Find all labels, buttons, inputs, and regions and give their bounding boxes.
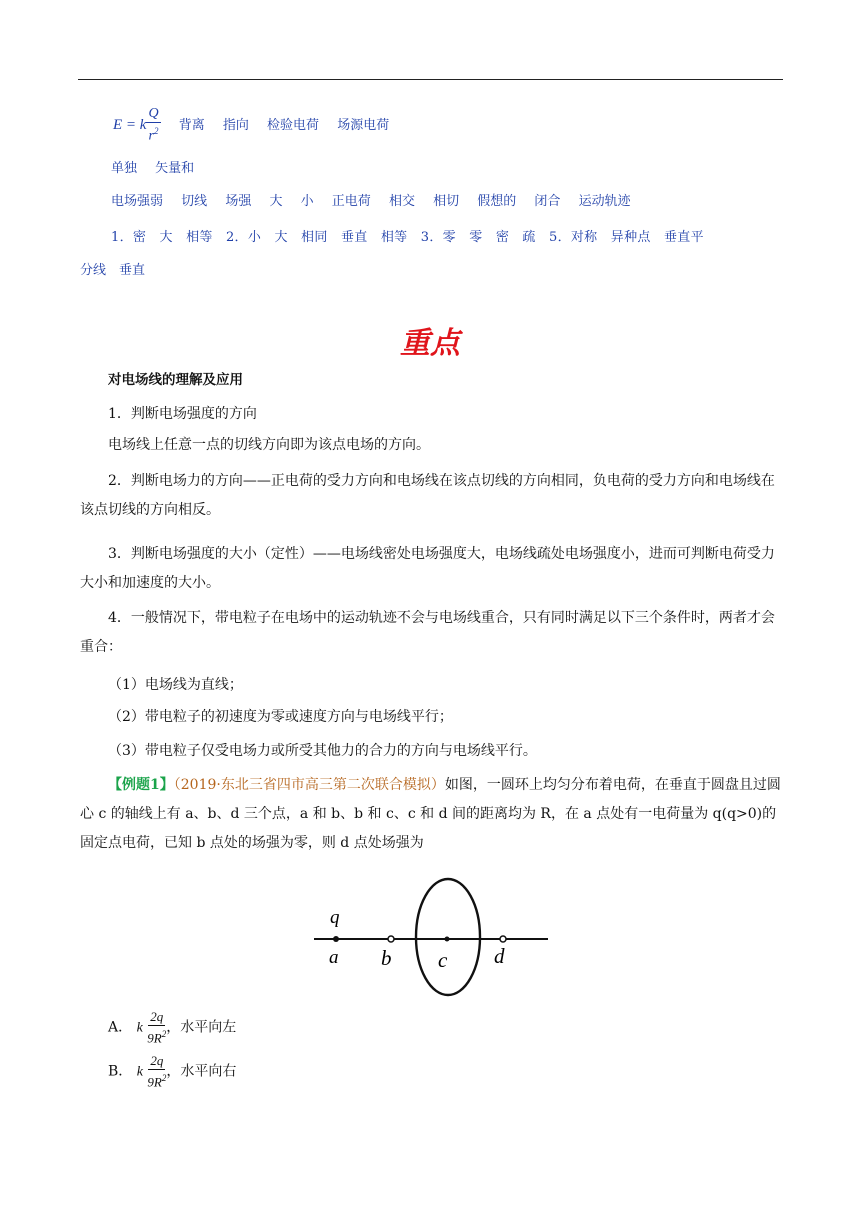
answer-line-2 (111, 157, 194, 176)
option-text: ，水平向右 (166, 1063, 237, 1080)
example-text: 如图，一圆环上均匀分布着电荷，在垂直于圆盘且过圆心 c 的轴线上有 a、b、d 三个点，a 和 b、b 和 c、c 和 d 间的距离均为 R，在 a 点处有一电荷量为 q(q>0)的固定点电荷，已知 b 点处的场强为零，则 d 点处场强为 (80, 777, 781, 851)
answer-item: 切线 (181, 194, 208, 209)
formula-exponent: 2 (153, 126, 159, 136)
paragraph: （3）带电粒子仅受电场力或所受其他力的合力的方向与电场线平行。 (108, 743, 537, 759)
option-letter: A． (108, 1019, 133, 1036)
ring-charge-figure (310, 873, 550, 1001)
formula-lhs: E = k (113, 116, 147, 133)
option-a[interactable] (108, 1009, 236, 1046)
example-tag: 【例题1】 (108, 777, 174, 793)
answer-item: 矢量和 (155, 161, 195, 176)
point-d-dot (500, 936, 506, 942)
answer-item: 假想的 (477, 194, 517, 209)
formula-fraction (146, 106, 160, 145)
answer-item: 场源电荷 (337, 117, 390, 133)
option-numerator: 2q (150, 1053, 164, 1068)
option-denominator: 9R (147, 1074, 162, 1090)
label-c: c (438, 948, 448, 972)
answer-line-1 (113, 106, 389, 145)
point-b-dot (388, 936, 394, 942)
paragraph: 4．一般情况下，带电粒子在电场中的运动轨迹不会与电场线重合，只有同时满足以下三个条件时，两者才会重合： (80, 610, 775, 655)
label-b: b (381, 946, 392, 970)
answer-item: 单独 (111, 161, 138, 176)
example-block (80, 771, 782, 858)
answer-item: 场强 (225, 194, 252, 209)
option-exponent: 2 (161, 1073, 167, 1083)
option-coefficient: k (136, 1064, 143, 1080)
answer-line-5: 分线 垂直 (80, 263, 146, 278)
label-a: a (329, 947, 339, 968)
answer-item: 大 (269, 194, 283, 209)
option-coefficient: k (136, 1020, 143, 1036)
option-exponent: 2 (161, 1029, 167, 1039)
answer-item: 背离 (178, 117, 205, 133)
point-c-dot (445, 937, 450, 942)
header-rule (78, 79, 783, 80)
answer-item: 小 (300, 194, 314, 209)
option-numerator: 2q (150, 1009, 164, 1024)
paragraph: 电场线上任意一点的切线方向即为该点电场的方向。 (108, 437, 430, 453)
paragraph: 1．判断电场强度的方向 (108, 406, 257, 422)
answer-item: 电场强弱 (111, 194, 164, 209)
label-d: d (494, 944, 505, 968)
formula-denominator: r (148, 128, 154, 144)
point-a-dot (333, 936, 339, 942)
answer-line-4: 1．密 大 相等 2．小 大 相同 垂直 相等 3．零 零 密 疏 5．对称 异种点 垂直平 (111, 230, 704, 245)
option-b[interactable] (108, 1053, 236, 1090)
answer-item: 检验电荷 (267, 117, 320, 133)
option-denominator: 9R (147, 1030, 162, 1046)
paragraph: （2）带电粒子的初速度为零或速度方向与电场线平行； (108, 709, 453, 725)
answer-line-3 (111, 190, 631, 209)
topic-heading: 对电场线的理解及应用 (108, 372, 243, 388)
answer-item: 指向 (222, 117, 249, 133)
paragraph: （1）电场线为直线； (108, 677, 243, 693)
section-title: 重点 (400, 326, 460, 361)
option-letter: B． (108, 1063, 133, 1080)
option-text: ，水平向左 (166, 1019, 237, 1036)
formula-numerator: Q (148, 106, 159, 121)
paragraph: 2．判断电场力的方向——正电荷的受力方向和电场线在该点切线的方向相同，负电荷的受力方向和电场线在该点切线的方向相反。 (80, 473, 775, 518)
option-fraction (147, 1009, 166, 1046)
answer-item: 相切 (433, 194, 460, 209)
option-fraction (147, 1053, 166, 1090)
answer-item: 闭合 (534, 194, 561, 209)
answer-item: 运动轨迹 (578, 194, 631, 209)
answer-item: 相交 (388, 194, 415, 209)
example-source: （2019·东北三省四市高三第二次联合模拟） (173, 777, 445, 793)
answer-item: 正电荷 (331, 194, 371, 209)
paragraph: 3．判断电场强度的大小（定性）——电场线密处电场强度大，电场线疏处电场强度小，进而可判断电荷受力大小和加速度的大小。 (80, 546, 775, 591)
label-q: q (330, 907, 340, 928)
